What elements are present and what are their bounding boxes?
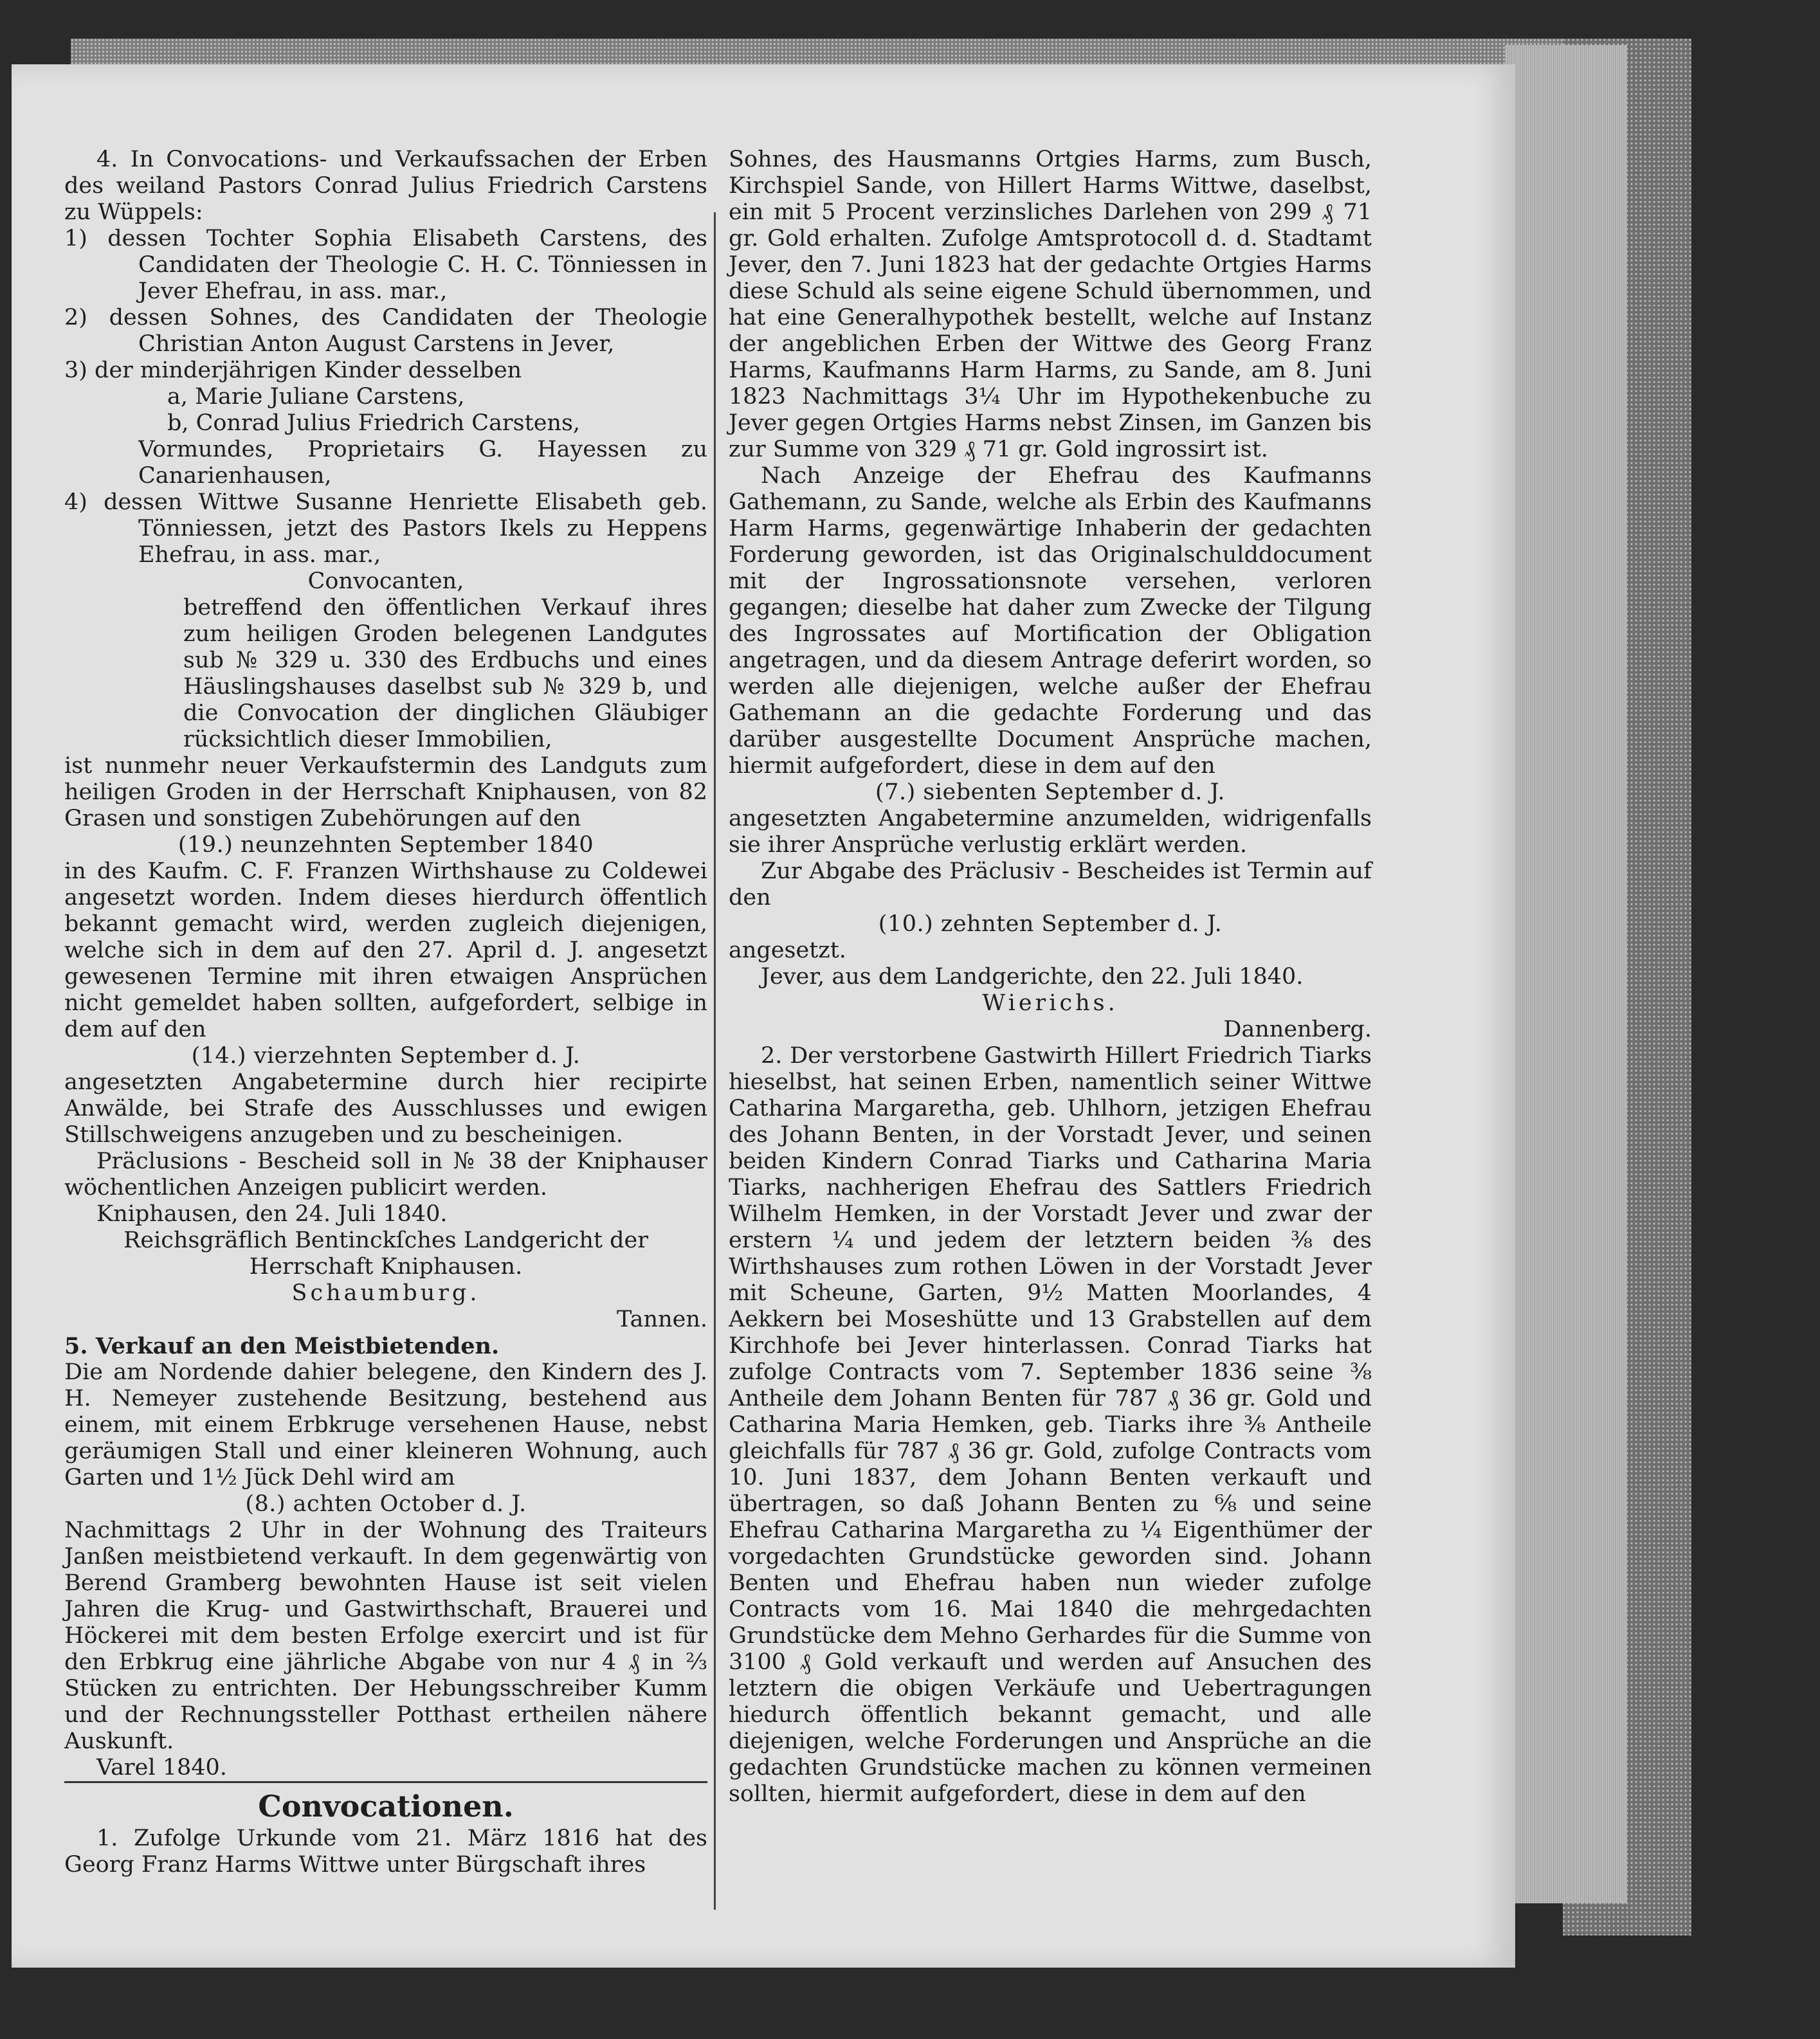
left-column-paragraph: 3) der minderjährigen Kinder desselben [64, 358, 522, 383]
left-column-paragraph: Nachmittags 2 Uhr in der Wohnung des Traiteurs Janßen meistbietend verkauft. In dem gegenwärtig von Berend Gramberg bewohnten Hause ist seit vielen Jahren die Krug- und Gastwirthschaft, Brauerei und Höckerei mit dem besten Erfolge exercirt und ist für den Erbkrug eine jährliche Abgabe von nur 4 ₰ in ⅔ Stücken zu entrichten. Der Hebungsschreiber Kumm und der Rechnungssteller Potthast ertheilen nähere Auskunft. [64, 1518, 707, 1754]
left-column-paragraph: 4. In Convocations- und Verkaufssachen der Erben des weiland Pastors Conrad Julius Friedrich Carstens zu Wüppels: [64, 147, 707, 225]
left-column-paragraph: Vormundes, Proprietairs G. Hayessen zu Canarienhausen, [138, 437, 707, 489]
right-column-paragraph: 2. Der verstorbene Gastwirth Hillert Friedrich Tiarks hieselbst, hat seinen Erben, namentlich seiner Wittwe Catharina Margaretha, geb. Uhlhorn, jetzigen Ehefrau des Johann Benten, in der Vorstadt Jever, und seinen beiden Kindern Conrad Tiarks und Catharina Maria Tiarks, nachherigen Ehefrau des Sattlers Friedrich Wilhelm Hemken, in der Vorstadt Jever und zwar der erstern ¼ und jedem der letztern beiden ⅜ des Wirthshauses zum rothen Löwen in der Vorstadt Jever mit Scheune, Garten, 9½ Matten Moorlandes, 4 Aekkern bei Moseshütte und 13 Grabstellen auf dem Kirchhofe bei Jever hinterlassen. Conrad Tiarks hat zufolge Contracts vom 7. September 1836 seine ⅜ Antheile dem Johann Benten für 787 ₰ 36 gr. Gold und Catharina Maria Hemken, geb. Tiarks ihre ⅜ Antheile gleichfalls für 787 ₰ 36 gr. Gold, zufolge Contracts vom 10. Juni 1837, dem Johann Benten verkauft und übertragen, so daß Johann Benten zu ⁶⁄₈ und seine Ehefrau Catharina Margaretha zu ¼ Eigenthümer der vorgedachten Grundstücke geworden sind. Johann Benten und Ehefrau haben nun wieder zufolge Contracts vom 16. Mai 1840 die mehrgedachten Grundstücke dem Mehno Gerhardes für die Summe von 3100 ₰ Gold verkauft und werden auf Ansuchen des letztern die obigen Verkäufe und Uebertragungen hiedurch öffentlich bekannt gemacht, und alle diejenigen, welche Forderungen und Ansprüche an die gedachten Grundstücke machen zu können vermeinen sollten, hiermit aufgefordert, diese in dem auf den [729, 1043, 1372, 1807]
left-column-paragraph: 2) dessen Sohnes, des Candidaten der Theologie Christian Anton August Carstens in Jever, [64, 305, 707, 357]
left-column-paragraph: Reichsgräflich Bentinckſches Landgericht der Herrschaft Kniphausen. [123, 1228, 648, 1280]
left-column-paragraph: Convocanten, [307, 568, 464, 594]
left-column-paragraph: Die am Nordende dahier belegene, den Kindern des J. H. Nemeyer zustehende Besitzung, bestehend aus einem, mit einem Erbkruge versehenen Hause, nebst geräumigen Stall und einer kleineren Wohnung, auch Garten und 1½ Jück Dehl wird am [64, 1359, 707, 1491]
left-column-paragraph: (14.) vierzehnten September d. J. [191, 1043, 581, 1069]
right-column-paragraph: Dannenberg. [1223, 1017, 1372, 1042]
right-column-paragraph: Wierichs. [982, 990, 1118, 1016]
left-column-paragraph: ist nunmehr neuer Verkaufstermin des Landguts zum heiligen Groden in der Herrschaft Kniphausen, von 82 Grasen und sonstigen Zubehörungen auf den [64, 753, 707, 831]
left-column-paragraph: (8.) achten October d. J. [245, 1491, 527, 1517]
right-column-paragraph: angesetzt. [729, 938, 846, 963]
right-column-paragraph: angesetzten Angabetermine anzumelden, widrigenfalls sie ihrer Ansprüche verlustig erklärt werden. [729, 806, 1372, 858]
right-column-paragraph: Nach Anzeige der Ehefrau des Kaufmanns Gathemann, zu Sande, welche als Erbin des Kaufmanns Harm Harms, gegenwärtige Inhaberin der gedachten Forderung geworden, ist das Originalschulddocument mit der Ingrossationsnote versehen, verloren gegangen; dieselbe hat daher zum Zwecke der Tilgung des Ingrossates auf Mortification der Obligation angetragen, und da diesem Antrage deferirt worden, so werden alle diejenigen, welche außer der Ehefrau Gathemann an die gedachte Forderung und das darüber ausgestellte Document Ansprüche machen, hiermit aufgefordert, diese in dem auf den [729, 463, 1372, 779]
page-edges [1505, 45, 1627, 1903]
right-column [729, 147, 1372, 1808]
column-divider [714, 212, 716, 1910]
left-column-paragraph: Schaumburg. [291, 1280, 480, 1306]
left-column [64, 147, 707, 1878]
left-column-paragraph: Varel 1840. [96, 1755, 227, 1781]
left-column-paragraph: Präclusions - Bescheid soll in № 38 der Kniphauser wöchentlichen Anzeigen publicirt werden. [64, 1148, 707, 1201]
left-column-paragraph: 4) dessen Wittwe Susanne Henriette Elisabeth geb. Tönniessen, jetzt des Pastors Ikels zu Heppens Ehefrau, in ass. mar., [64, 489, 707, 568]
left-column-paragraph: Tannen. [617, 1307, 707, 1332]
left-column-paragraph: betreffend den öffentlichen Verkauf ihres zum heiligen Groden belegenen Landgutes sub № 329 u. 330 des Erdbuchs und eines Häuslingshauses daselbst sub № 329 b, und die Convocation der dinglichen Gläubiger rücksichtlich dieser Immobilien, [183, 595, 707, 752]
left-column-paragraph: Kniphausen, den 24. Juli 1840. [96, 1201, 448, 1227]
left-column-paragraph: 1) dessen Tochter Sophia Elisabeth Carstens, des Candidaten der Theologie C. H. C. Tönniessen in Jever Ehefrau, in ass. mar., [64, 226, 707, 304]
left-column-paragraph: a, Marie Juliane Carstens, [167, 384, 465, 410]
left-column-paragraph: angesetzten Angabetermine durch hier recipirte Anwälde, bei Strafe des Ausschlusses und ewigen Stillschweigens anzugeben und zu bescheinigen. [64, 1069, 707, 1148]
newspaper-page [12, 64, 1515, 1968]
right-column-paragraph: (10.) zehnten September d. J. [878, 911, 1223, 937]
left-column-paragraph: 5. Verkauf an den Meistbietenden. [64, 1333, 500, 1359]
left-column-paragraph: b, Conrad Julius Friedrich Carstens, [167, 410, 581, 436]
left-column-paragraph: in des Kaufm. C. F. Franzen Wirthshause zu Coldewei angesetzt worden. Indem dieses hierdurch öffentlich bekannt gemacht wird, werden zugleich diejenigen, welche sich in dem auf den 27. April d. J. angesetzt gewesenen Termine mit ihren etwaigen Ansprüchen nicht gemeldet haben sollten, aufgefordert, selbige in dem auf den [64, 858, 707, 1042]
left-column-paragraph: 1. Zufolge Urkunde vom 21. März 1816 hat des Georg Franz Harms Wittwe unter Bürgschaft ihres [64, 1826, 707, 1878]
right-column-paragraph: Zur Abgabe des Präclusiv - Bescheides ist Termin auf den [729, 858, 1372, 911]
right-column-paragraph: (7.) siebenten September d. J. [875, 779, 1225, 805]
left-column-paragraph: (19.) neunzehnten September 1840 [177, 832, 594, 858]
right-column-paragraph: Sohnes, des Hausmanns Ortgies Harms, zum Busch, Kirchspiel Sande, von Hillert Harms Wittwe, daselbst, ein mit 5 Procent verzinsliches Darlehen von 299 ₰ 71 gr. Gold erhalten. Zufolge Amtsprotocoll d. d. Stadtamt Jever, den 7. Juni 1823 hat der gedachte Ortgies Harms diese Schuld als seine eigene Schuld übernommen, und hat eine Generalhypothek bestellt, welche auf Instanz der angeblichen Erben der Wittwe des Georg Franz Harms, Kaufmanns Harm Harms, zu Sande, am 8. Juni 1823 Nachmittags 3¼ Uhr im Hypothekenbuche zu Jever gegen Ortgies Harms nebst Zinsen, im Ganzen bis zur Summe von 329 ₰ 71 gr. Gold ingrossirt ist. [729, 147, 1372, 462]
right-column-paragraph: Jever, aus dem Landgerichte, den 22. Juli 1840. [761, 964, 1304, 990]
left-column-paragraph: Convocationen. [64, 1781, 707, 1826]
